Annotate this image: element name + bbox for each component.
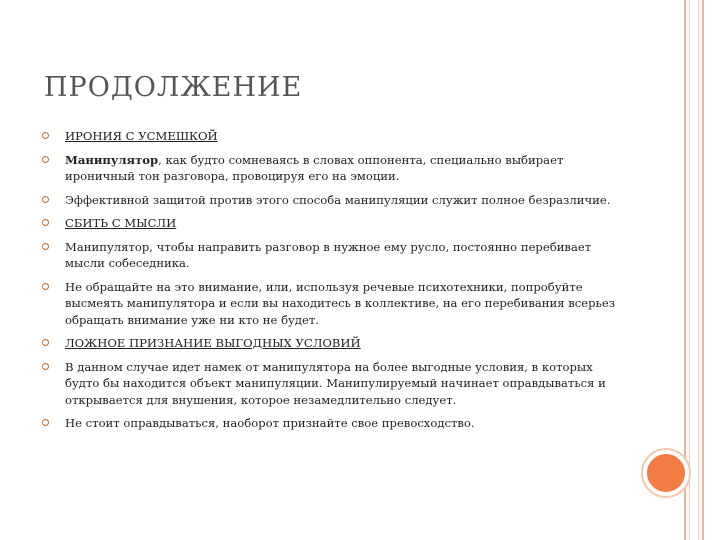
bullet-item — [40, 152, 625, 185]
slide-title: ПРОДОЛЖЕНИЕ — [44, 72, 303, 103]
bullet-circle-icon — [42, 132, 49, 139]
bullet-text: Манипулятор, чтобы направить разговор в нужное ему русло, постоянно перебивает мысли собеседника. — [65, 239, 592, 270]
bullet-circle-icon — [42, 219, 49, 226]
section-heading: ЛОЖНОЕ ПРИЗНАНИЕ ВЫГОДНЫХ УСЛОВИЙ — [65, 336, 361, 350]
bullet-circle-icon — [42, 339, 49, 346]
bullet-item-heading — [40, 128, 625, 145]
bullet-item — [40, 192, 625, 209]
bullet-circle-icon — [42, 156, 49, 163]
section-heading: СБИТЬ С МЫСЛИ — [65, 216, 177, 230]
bullet-bold-term: Манипулятор — [65, 152, 159, 167]
bullet-circle-icon — [42, 419, 49, 426]
bullet-text: Не стоит оправдываться, наоборот признайте свое превосходство. — [65, 416, 475, 430]
bullet-item-heading — [40, 215, 625, 232]
bullet-text: Эффективной защитой против этого способа манипуляции служит полное безразличие. — [65, 192, 611, 207]
bullet-item — [40, 239, 625, 272]
bullet-circle-icon — [42, 363, 49, 370]
bullet-item-heading — [40, 335, 625, 352]
bullet-item — [40, 359, 625, 409]
bullet-circle-icon — [42, 283, 49, 290]
section-heading: ИРОНИЯ С УСМЕШКОЙ — [65, 129, 218, 143]
right-border-inner-decoration — [689, 0, 699, 540]
bullet-circle-icon — [42, 196, 49, 203]
bullet-text: В данном случае идет намек от манипулятора на более выгодные условия, в которых будто бы находится объект манипуляции. Манипулируемый начинает оправдываться и открывается для внушения, которое незамедлительно следует. — [65, 359, 606, 407]
bullet-text: , как будто сомневаясь в словах оппонента, специально выбирает ироничный тон разговора, провоцируя его на эмоции. — [65, 152, 564, 183]
bullet-text: Не обращайте на это внимание, или, используя речевые психотехники, попробуйте высмеять манипулятора и если вы находитесь в коллективе, на его перебивания всерьез обращать внимание уже ни кто не будет. — [65, 279, 616, 327]
bullet-item — [40, 415, 625, 432]
decorative-orange-circle — [645, 452, 687, 494]
bullet-list — [40, 128, 625, 439]
bullet-circle-icon — [42, 243, 49, 250]
bullet-item — [40, 279, 625, 329]
